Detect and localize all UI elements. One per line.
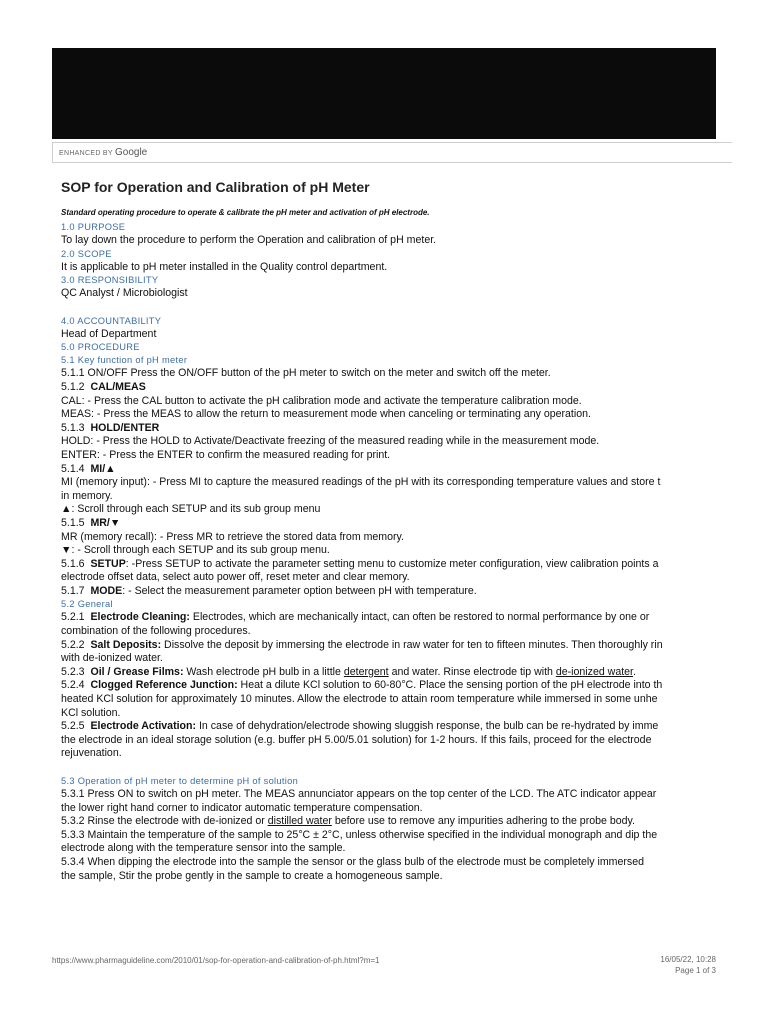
procedure-line: 5.1.4 MI/▲ [61,462,116,475]
header-banner [52,48,716,139]
procedure-line: 5.1.3 HOLD/ENTER [61,421,160,434]
procedure-line: 5.2.3 Oil / Grease Films: Wash electrode pH bulb in a little detergent and water. Rinse electrode tip with de-ionized water. [61,665,636,678]
procedure-line: the electrode in an ideal storage solution (e.g. buffer pH 5.00/5.01 solution) for 1-2 hours. If this fails, proceed for the electrode [61,733,652,746]
procedure-line: the sample, Stir the probe gently in the sample to create a homogeneous sample. [61,869,443,882]
procedure-line: combination of the following procedures. [61,625,251,638]
procedure-line: rejuvenation. [61,747,122,760]
section-scope-heading: 2.0 SCOPE [61,248,112,259]
section-accountability-heading: 4.0 ACCOUNTABILITY [61,315,162,326]
subsection-operation-heading: 5.3 Operation of pH meter to determine pH of solution [61,776,299,786]
distilled-water-link[interactable]: distilled water [267,815,332,828]
procedure-line: 5.1.1 ON/OFF Press the ON/OFF button of the pH meter to switch on the meter and switch off the meter. [61,367,551,380]
procedure-line: 5.2.1 Electrode Cleaning: Electrodes, which are mechanically intact, can often be restored to normal performance by one or [61,611,650,624]
section-procedure-heading: 5.0 PROCEDURE [61,342,140,353]
accountability-text: Head of Department [61,327,157,340]
deionized-water-link[interactable]: de-ionized water [555,665,634,678]
procedure-line: 5.1.7 MODE: - Select the measurement parameter option between pH with temperature. [61,584,477,597]
subsection-key-function-heading: 5.1 Key function of pH meter [61,355,188,366]
print-info [660,954,716,976]
procedure-line: 5.3.1 Press ON to switch on pH meter. The MEAS annunciator appears on the top center of the LCD. The ATC indicator appear [61,788,657,800]
responsibility-text: QC Analyst / Microbiologist [61,287,188,300]
print-date: 16/05/22, 10:28 [660,955,716,964]
procedure-line: ▲: Scroll through each SETUP and its sub group menu [61,503,321,516]
procedure-line: 5.2.2 Salt Deposits: Dissolve the deposit by immersing the electrode in raw water for ten to fifteen minutes. Then thoroughly rin [61,638,663,651]
section-purpose-heading: 1.0 PURPOSE [61,222,126,232]
enhanced-by-google: ENHANCED BY Google [59,147,148,158]
procedure-line: MR (memory recall): - Press MR to retrieve the stored data from memory. [61,530,404,543]
procedure-line: ▼: - Scroll through each SETUP and its sub group menu. [61,544,330,557]
procedure-line: 5.3.4 When dipping the electrode into the sample the sensor or the glass bulb of the electrode must be completely immersed [61,855,644,868]
google-logo: Google [115,147,148,158]
procedure-line: MEAS: - Press the MEAS to allow the return to measurement mode when canceling or terminating any operation. [61,408,591,421]
procedure-line: 5.1.2 CAL/MEAS [61,380,146,393]
page-title: SOP for Operation and Calibration of pH Meter [61,179,370,195]
procedure-line: 5.2.5 Electrode Activation: In case of dehydration/electrode showing sluggish response, the bulb can be re-hydrated by imme [61,720,659,733]
procedure-line: 5.1.5 MR/▼ [61,516,121,529]
page-url: https://www.pharmaguideline.com/2010/01/sop-for-operation-and-calibration-of-ph.html?m=1 [52,956,380,965]
procedure-line: 5.2.4 Clogged Reference Junction: Heat a dilute KCl solution to 60-80°C. Place the sensing portion of the pH electrode into th [61,679,663,692]
procedure-line: ENTER: - Press the ENTER to confirm the measured reading for print. [61,448,391,461]
procedure-line: the lower right hand corner to indicator automatic temperature compensation. [61,801,423,814]
procedure-line: heated KCl solution for approximately 10 minutes. Allow the electrode to attain room temperature while immersed in some unhe [61,693,658,706]
procedure-line: HOLD: - Press the HOLD to Activate/Deactivate freezing of the measured reading while in the measurement mode. [61,435,600,448]
procedure-line: CAL: - Press the CAL button to activate the pH calibration mode and activate the temperature calibration mode. [61,394,582,407]
section-responsibility-heading: 3.0 RESPONSIBILITY [61,275,159,286]
procedure-line: MI (memory input): - Press MI to capture the measured readings of the pH with its corresponding temperature values and store t [61,476,661,489]
page-subtitle: Standard operating procedure to operate & calibrate the pH meter and activation of pH electrode. [61,208,430,217]
article-body [61,177,721,883]
procedure-line: with de-ionized water. [61,652,163,665]
procedure-line: in memory. [61,489,113,502]
search-box[interactable] [52,142,732,163]
scope-text: It is applicable to pH meter installed in the Quality control department. [61,260,388,273]
procedure-line: electrode offset data, select auto power off, reset meter and clear memory. [61,571,410,584]
page-number: Page 1 of 3 [675,966,716,975]
procedure-line: electrode along with the temperature sensor into the sample. [61,842,346,855]
purpose-text: To lay down the procedure to perform the Operation and calibration of pH meter. [61,234,437,246]
subsection-general-heading: 5.2 General [61,599,113,610]
procedure-line: KCl solution. [61,706,121,719]
detergent-link[interactable]: detergent [343,665,389,678]
procedure-line: 5.3.3 Maintain the temperature of the sample to 25°C ± 2°C, unless otherwise specified in the individual monograph and dip the [61,828,658,841]
procedure-line: 5.1.6 SETUP: -Press SETUP to activate the parameter setting menu to customize meter configuration, view calibration points a [61,557,659,570]
procedure-line: 5.3.2 Rinse the electrode with de-ionized or distilled water before use to remove any impurities adhering to the probe body. [61,815,635,828]
